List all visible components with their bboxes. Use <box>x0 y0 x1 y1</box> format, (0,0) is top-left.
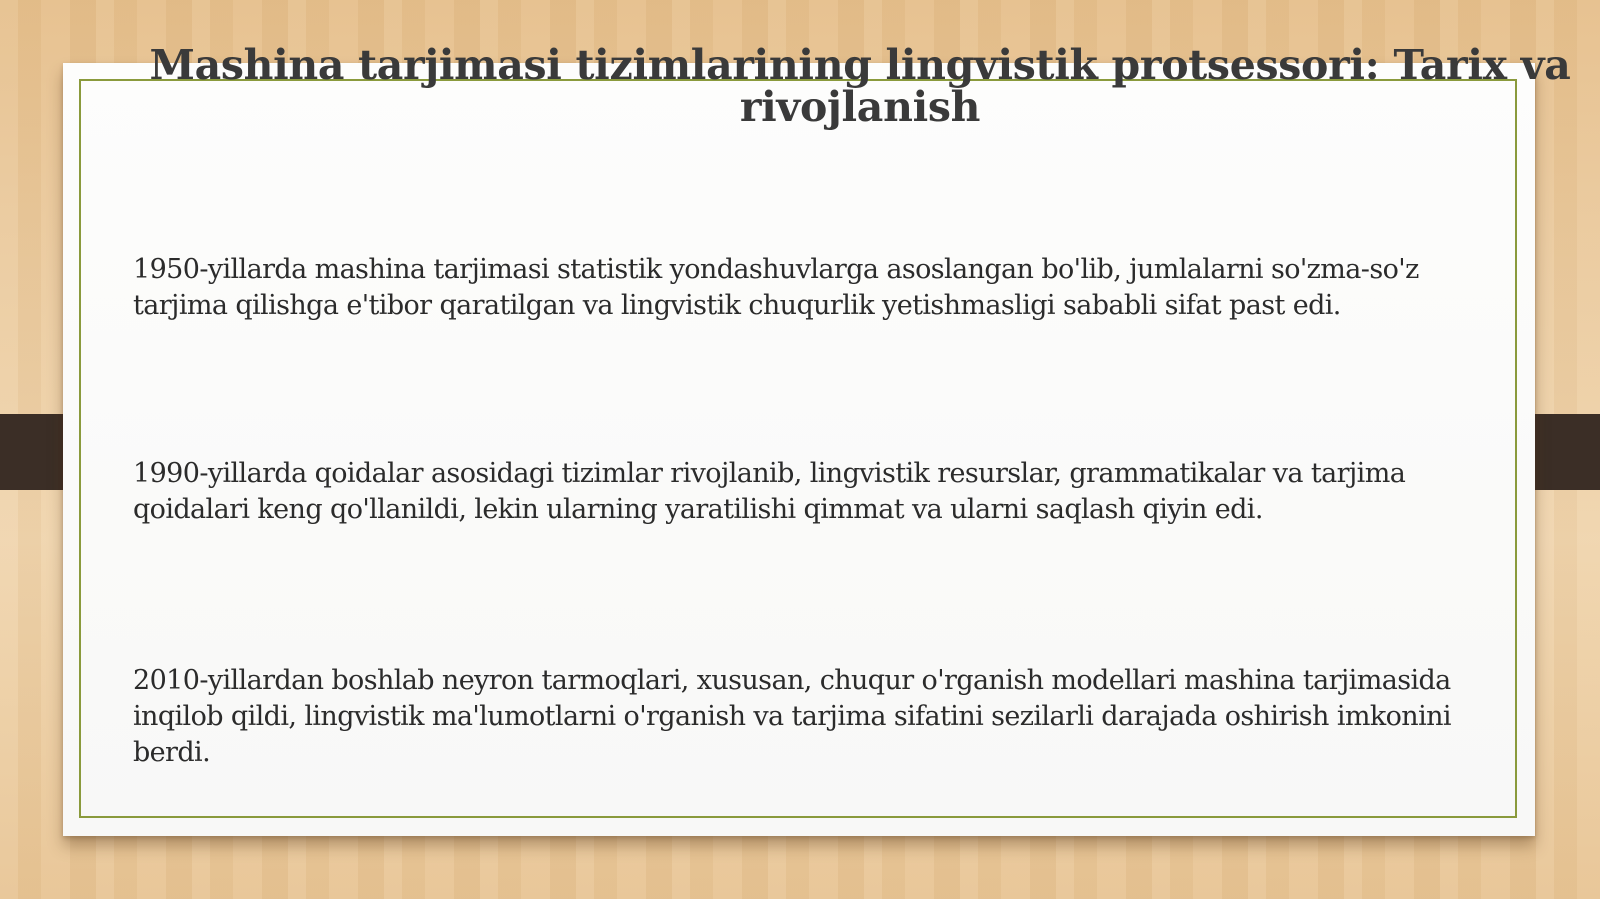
paragraph-1990s: 1990-yillarda qoidalar asosidagi tizimlar rivojlanib, lingvistik resurslar, grammatikalar va tarjima qoidalari keng qo'llanildi, lekin ularning yaratilishi qimmat va ularni saqlash qiyin edi. <box>133 458 1406 525</box>
paragraph-2010s: 2010-yillardan boshlab neyron tarmoqlari, xususan, chuqur o'rganish modellari mashina tarjimasida inqilob qildi, lingvistik ma'lumotlarni o'rganish va tarjima sifatini sezilarli darajada oshirish imkonini berdi. <box>133 665 1451 768</box>
paragraph-1950s: 1950-yillarda mashina tarjimasi statistik yondashuvlarga asoslangan bo'lib, jumlalarni so'zma-so'z tarjima qilishga e'tibor qaratilgan va lingvistik chuqurlik yetishmasligi sababli sifat past edi. <box>133 254 1419 321</box>
slide-title: Mashina tarjimasi tizimlarining lingvistik protsessori: Tarix va rivojlanish <box>149 41 1571 131</box>
